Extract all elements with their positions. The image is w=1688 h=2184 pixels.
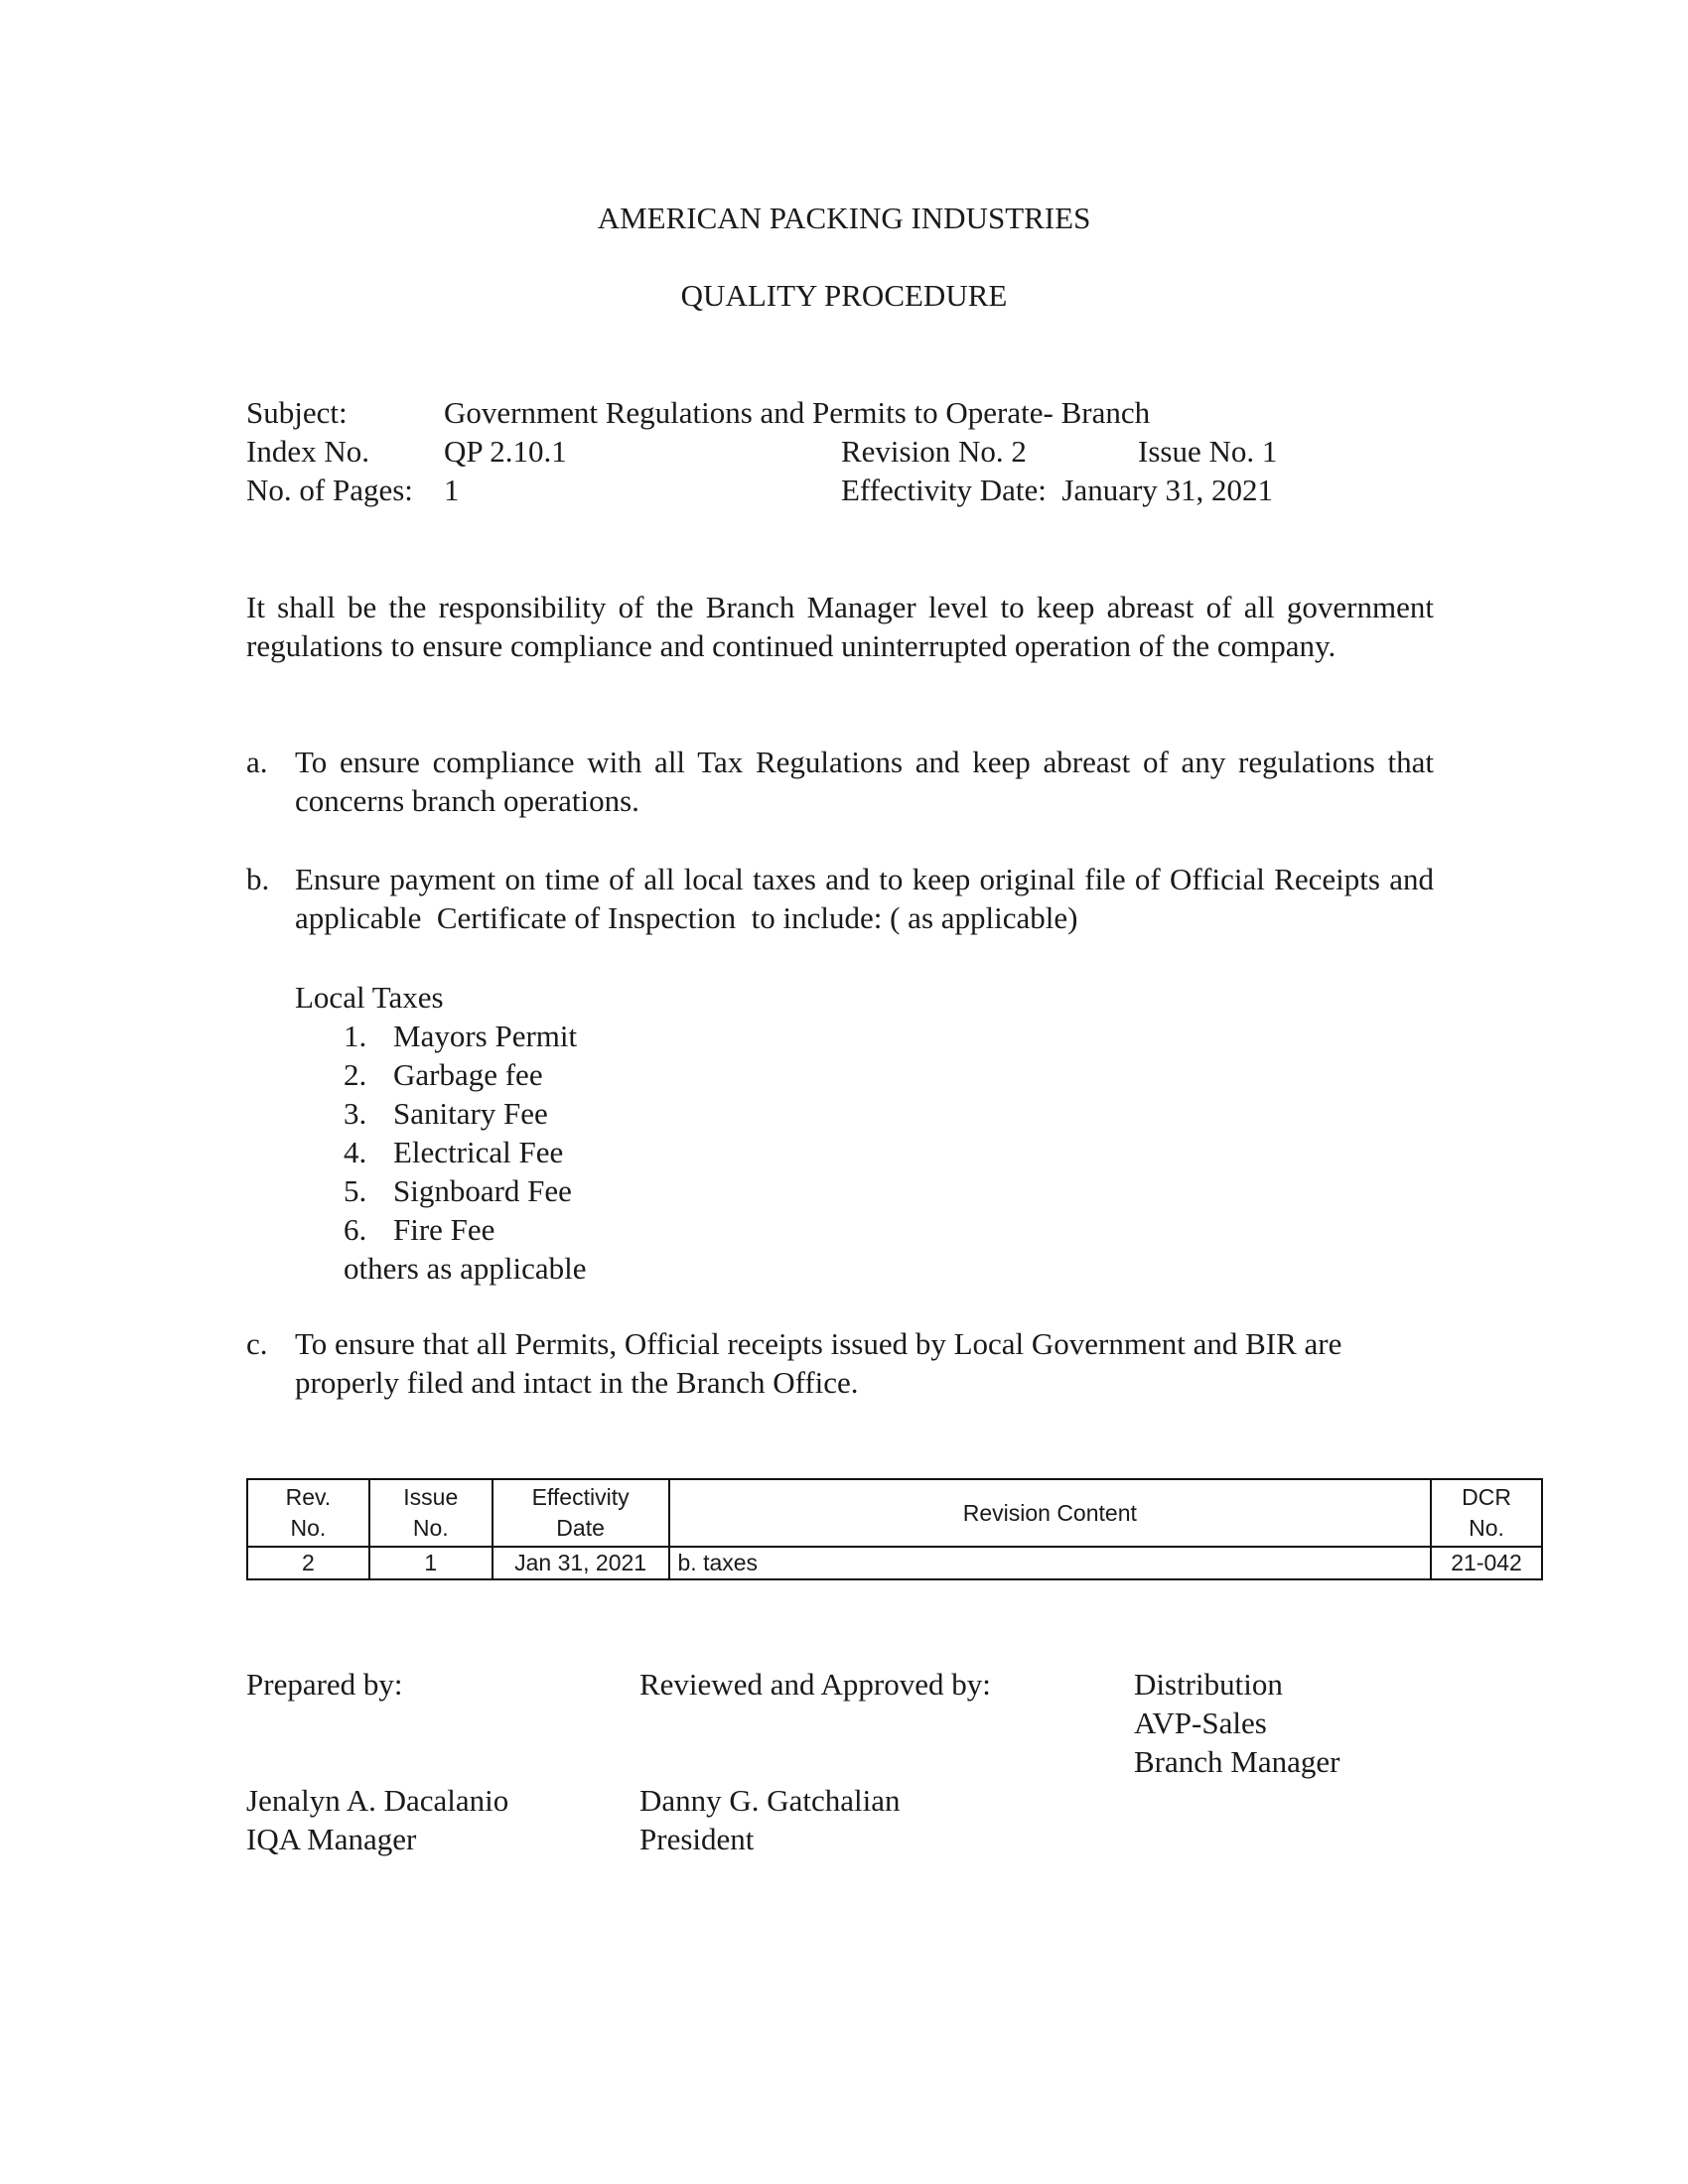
tax-name: Electrical Fee (393, 1135, 564, 1169)
tax-name: Mayors Permit (393, 1019, 578, 1053)
table-row (247, 1547, 1542, 1579)
approver-title: President (639, 1822, 755, 1856)
document-type: QUALITY PROCEDURE (680, 278, 1008, 313)
cell-effectivity-date: Jan 31, 2021 (492, 1547, 669, 1579)
local-tax-item (344, 1021, 577, 1051)
cell-revision-content: b. taxes (669, 1547, 1432, 1579)
table-header-row (247, 1479, 1542, 1547)
company-name: AMERICAN PACKING INDUSTRIES (597, 201, 1091, 235)
tax-number: 2. (344, 1057, 367, 1092)
index-label: Index No. (246, 434, 369, 469)
tax-number: 6. (344, 1212, 367, 1247)
local-taxes-footer: others as applicable (344, 1251, 587, 1286)
subject-value: Government Regulations and Permits to Operate- Branch (444, 395, 1151, 430)
item-text: To ensure compliance with all Tax Regulations and keep abreast of any regulations that concerns branch operations. (295, 745, 1434, 818)
header-dcr-no: DCR No. (1431, 1479, 1542, 1547)
local-tax-item (344, 1175, 572, 1206)
cell-issue-no: 1 (369, 1547, 492, 1579)
cell-dcr-no: 21-042 (1431, 1547, 1542, 1579)
distribution-item: Branch Manager (1134, 1744, 1340, 1779)
approver-name: Danny G. Gatchalian (639, 1783, 901, 1818)
intro-paragraph: It shall be the responsibility of the Branch Manager level to keep abreast of all government regulations to ensure compliance and continued uninterrupted operation of the company. (246, 590, 1434, 663)
tax-name: Fire Fee (393, 1212, 495, 1247)
subject-label: Subject: (246, 395, 348, 430)
item-marker: a. (246, 745, 268, 779)
revision-number: Revision No. 2 (841, 434, 1027, 469)
local-tax-item (344, 1059, 543, 1090)
item-text: Ensure payment on time of all local taxes and to keep original file of Official Receipts and applicable Certificate of Inspection to include: ( as applicable) (295, 862, 1450, 935)
preparer-title: IQA Manager (246, 1822, 417, 1856)
tax-number: 5. (344, 1173, 367, 1208)
local-tax-item (344, 1098, 548, 1129)
distribution-item: AVP-Sales (1134, 1706, 1267, 1740)
distribution-label: Distribution (1134, 1667, 1283, 1702)
issue-number: Issue No. 1 (1138, 434, 1278, 469)
local-taxes-heading: Local Taxes (295, 980, 444, 1015)
local-tax-item (344, 1214, 494, 1245)
header-rev-no: Rev. No. (247, 1479, 369, 1547)
reviewed-by-label: Reviewed and Approved by: (639, 1667, 991, 1702)
tax-name: Sanitary Fee (393, 1096, 548, 1131)
effectivity-date: Effectivity Date: January 31, 2021 (841, 473, 1274, 507)
pages-label: No. of Pages: (246, 473, 413, 507)
header-effectivity-date: Effectivity Date (492, 1479, 669, 1547)
tax-name: Garbage fee (393, 1057, 543, 1092)
tax-number: 1. (344, 1019, 367, 1053)
preparer-name: Jenalyn A. Dacalanio (246, 1783, 509, 1818)
item-marker: c. (246, 1326, 268, 1361)
local-tax-item (344, 1137, 563, 1167)
index-value: QP 2.10.1 (444, 434, 567, 469)
prepared-by-label: Prepared by: (246, 1667, 403, 1702)
tax-number: 4. (344, 1135, 367, 1169)
revision-table (246, 1478, 1543, 1580)
item-text: To ensure that all Permits, Official receipts issued by Local Government and BIR are properly filed and intact in the Branch Office. (295, 1326, 1342, 1400)
tax-name: Signboard Fee (393, 1173, 572, 1208)
header-issue-no: Issue No. (369, 1479, 492, 1547)
item-marker: b. (246, 862, 270, 896)
pages-value: 1 (444, 473, 460, 507)
cell-rev-no: 2 (247, 1547, 369, 1579)
header-revision-content: Revision Content (669, 1479, 1432, 1547)
tax-number: 3. (344, 1096, 367, 1131)
